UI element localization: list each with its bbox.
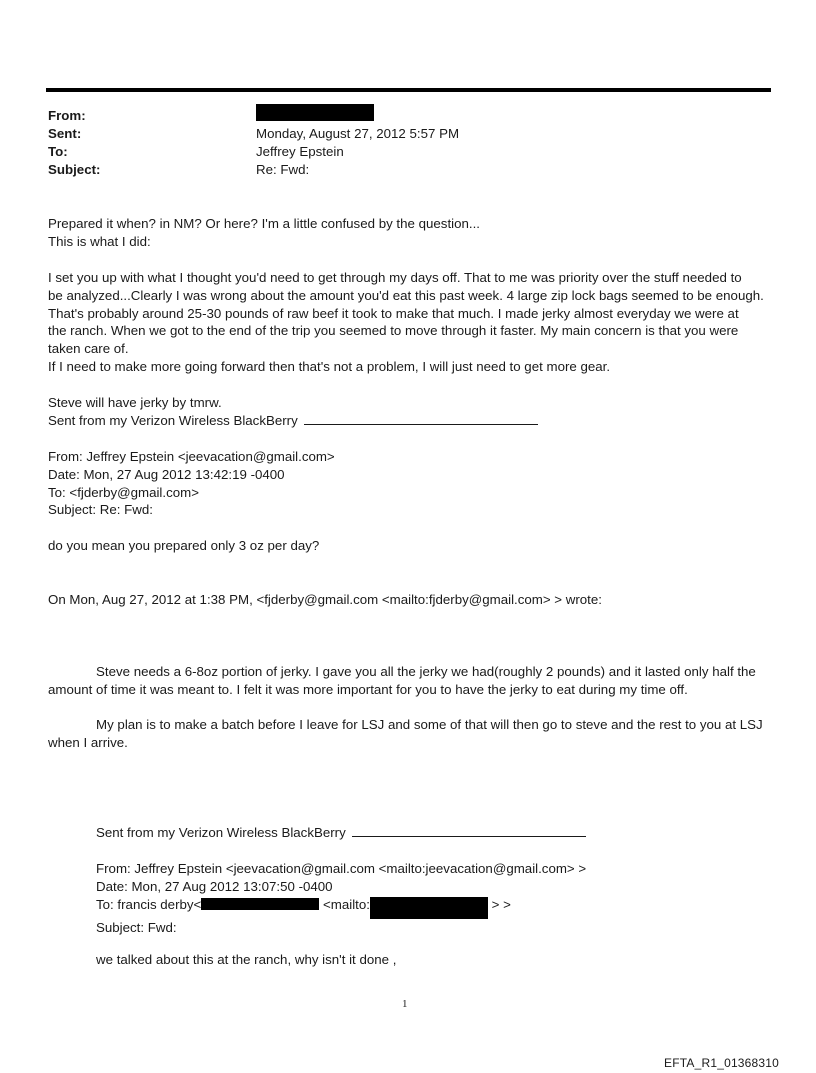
quoted2-signature xyxy=(96,824,586,842)
quoted2-para2 xyxy=(48,716,768,752)
sent-value: Monday, August 27, 2012 5:57 PM xyxy=(256,126,460,141)
redacted-email xyxy=(201,898,319,910)
to-label: To: xyxy=(48,144,68,159)
redacted-mailto xyxy=(370,897,488,919)
quoted3-to xyxy=(96,896,786,919)
quoted1-to: To: <fjderby@gmail.com> xyxy=(48,484,199,500)
text-line: when I arrive. xyxy=(48,734,128,750)
subject-label: Subject: xyxy=(48,162,101,177)
subject-value: Re: Fwd: xyxy=(256,162,310,177)
page-number: 1 xyxy=(402,998,408,1010)
quoted1-subject: Subject: Re: Fwd: xyxy=(48,502,153,518)
to-suffix: > > xyxy=(491,896,511,912)
bates-number: EFTA_R1_01368310 xyxy=(664,1056,780,1070)
to-mailto: <mailto: xyxy=(323,896,370,912)
quoted2-para1 xyxy=(48,663,768,699)
quoted3-date: Date: Mon, 27 Aug 2012 13:07:50 -0400 xyxy=(96,878,333,894)
quoted3-subject: Subject: Fwd: xyxy=(96,919,177,935)
signature-separator xyxy=(304,412,538,425)
text-line: My plan is to make a batch before I leave for LSJ and some of that will then go to steve and the rest to you at LSJ xyxy=(96,717,763,732)
text-line: That's probably around 25-30 pounds of raw beef it took to make that much. I made jerky almost everyday we were at xyxy=(48,305,739,321)
text-line: be analyzed...Clearly I was wrong about the amount you'd eat this past week. 4 large zip lock bags seemed to be enough. xyxy=(48,287,764,303)
from-label: From: xyxy=(48,108,86,123)
signature-separator xyxy=(352,824,586,837)
signature-text: Sent from my Verizon Wireless BlackBerry xyxy=(48,413,298,428)
text-line: If I need to make more going forward then that's not a problem, I will just need to get more gear. xyxy=(48,358,611,374)
quoted1-header xyxy=(48,448,768,519)
quoted1-date: Date: Mon, 27 Aug 2012 13:42:19 -0400 xyxy=(48,466,285,482)
text-line: amount of time it was meant to. I felt it was more important for you to have the jerky to eat during my time off. xyxy=(48,681,688,697)
text-line: Steve needs a 6-8oz portion of jerky. I gave you all the jerky we had(roughly 2 pounds) and it lasted only half the xyxy=(96,664,756,679)
quoted3-header xyxy=(96,860,786,936)
text-line: taken care of. xyxy=(48,341,129,357)
reply-steve-line: Steve will have jerky by tmrw. xyxy=(48,395,222,410)
quoted3-from: From: Jeffrey Epstein <jeevacation@gmail.com <mailto:jeevacation@gmail.com> > xyxy=(96,861,587,876)
header-rule xyxy=(46,88,771,92)
reply-intro xyxy=(48,215,768,251)
reply-paragraph xyxy=(48,269,768,376)
quoted3-body: we talked about this at the ranch, why isn't it done , xyxy=(96,952,397,967)
quoted1-body: do you mean you prepared only 3 oz per day? xyxy=(48,538,320,553)
text-line: I set you up with what I thought you'd need to get through my days off. That to me was priority over the stuff needed to xyxy=(48,270,742,285)
quoted1-from: From: Jeffrey Epstein <jeevacation@gmail.com> xyxy=(48,449,335,464)
text-line: the ranch. When we got to the end of the trip you seemed to move through it faster. My main concern is that you were xyxy=(48,323,739,339)
to-prefix: To: francis derby< xyxy=(96,896,202,912)
sent-label: Sent: xyxy=(48,126,82,141)
text-line: Prepared it when? in NM? Or here? I'm a little confused by the question... xyxy=(48,216,480,231)
reply-signature xyxy=(48,412,768,430)
redacted-from xyxy=(256,104,374,121)
signature-text: Sent from my Verizon Wireless BlackBerry xyxy=(96,825,346,840)
text-line: This is what I did: xyxy=(48,233,151,249)
quoted1-on-wrote: On Mon, Aug 27, 2012 at 1:38 PM, <fjderby@gmail.com <mailto:fjderby@gmail.com> > wrote: xyxy=(48,592,602,607)
to-value: Jeffrey Epstein xyxy=(256,144,344,159)
